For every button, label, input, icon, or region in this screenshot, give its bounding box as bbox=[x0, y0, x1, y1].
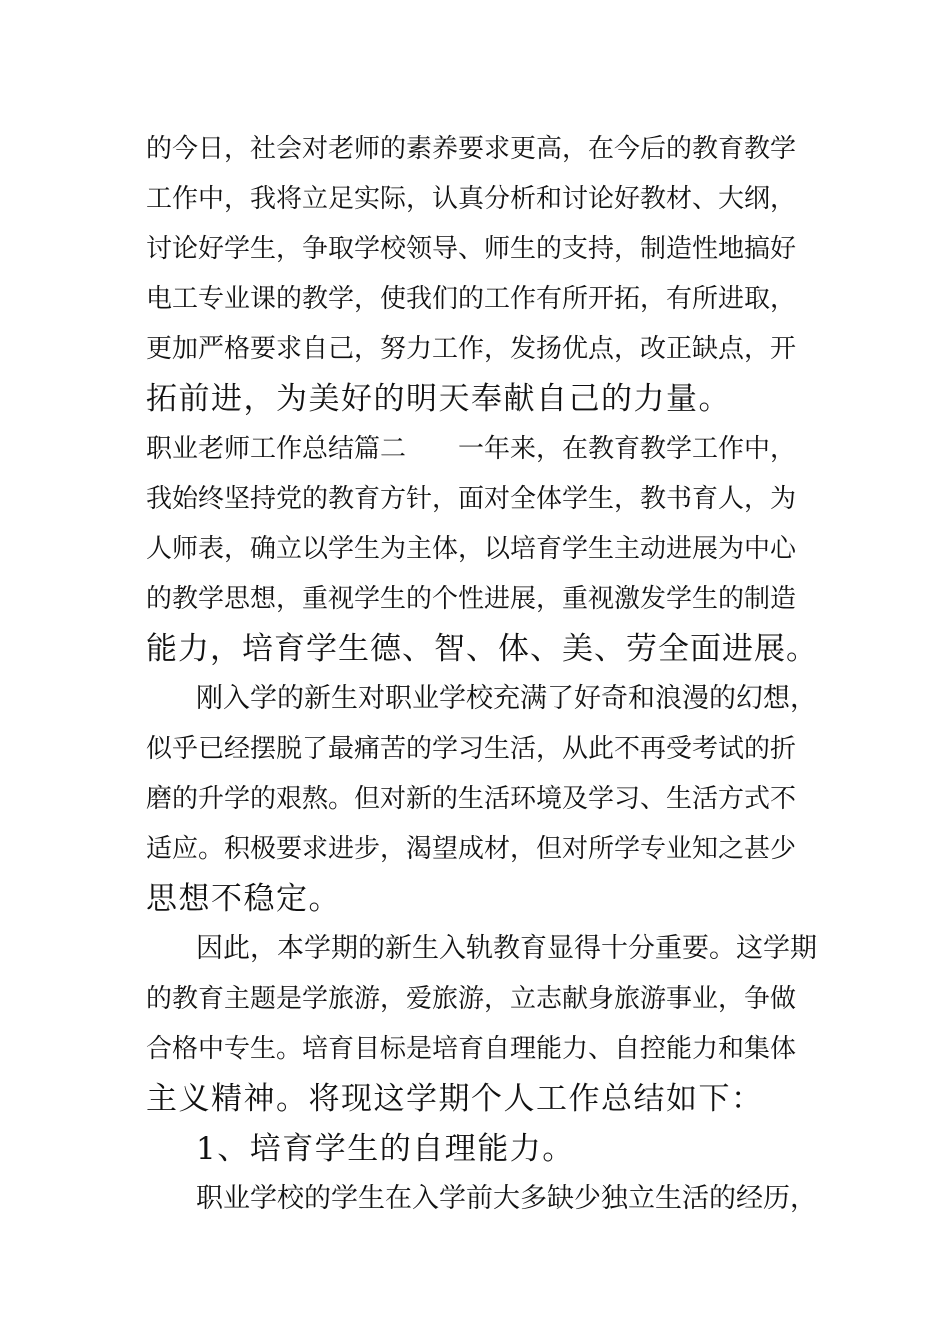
section-heading-line: 职业老师工作总结篇二 一年来，在教育教学工作中， bbox=[146, 434, 797, 464]
paragraph-start-line: 因此，本学期的新生入轨教育显得十分重要。这学期 bbox=[196, 933, 817, 964]
text-line: 的教育主题是学旅游，爱旅游，立志献身旅游事业，争做 bbox=[146, 984, 797, 1014]
text-line: 人师表，确立以学生为主体，以培育学生主动进展为中心 bbox=[146, 534, 797, 564]
paragraph-start-line: 职业学校的学生在入学前大多缺少独立生活的经历， bbox=[196, 1183, 817, 1214]
text-line: 合格中专生。培育目标是培育自理能力、自控能力和集体 bbox=[146, 1034, 797, 1064]
paragraph-start-line: 刚入学的新生对职业学校充满了好奇和浪漫的幻想， bbox=[196, 683, 817, 714]
text-line: 更加严格要求自己，努力工作，发扬优点，改正缺点，开 bbox=[146, 334, 797, 364]
list-item-heading: 1、培育学生的自理能力。 bbox=[196, 1131, 575, 1167]
text-line: 能力，培育学生德、智、体、美、劳全面进展。 bbox=[146, 631, 818, 667]
text-line: 似乎已经摆脱了最痛苦的学习生活，从此不再受考试的折 bbox=[146, 734, 797, 764]
text-line: 主义精神。将现这学期个人工作总结如下： bbox=[146, 1081, 764, 1117]
text-line: 工作中，我将立足实际，认真分析和讨论好教材、大纲， bbox=[146, 184, 797, 214]
text-line: 的今日，社会对老师的素养要求更高，在今后的教育教学 bbox=[146, 134, 797, 164]
text-line: 讨论好学生，争取学校领导、师生的支持，制造性地搞好 bbox=[146, 234, 797, 264]
text-line: 磨的升学的艰熬。但对新的生活环境及学习、生活方式不 bbox=[146, 784, 797, 814]
text-line: 适应。积极要求进步，渴望成材，但对所学专业知之甚少 bbox=[146, 834, 797, 864]
text-line: 电工专业课的教学，使我们的工作有所开拓，有所进取， bbox=[146, 284, 797, 314]
text-line: 拓前进，为美好的明天奉献自己的力量。 bbox=[146, 381, 731, 417]
text-line: 思想不稳定。 bbox=[146, 881, 341, 917]
text-line: 我始终坚持党的教育方针，面对全体学生，教书育人，为 bbox=[146, 484, 797, 514]
text-line: 的教学思想，重视学生的个性进展，重视激发学生的制造 bbox=[146, 584, 797, 614]
